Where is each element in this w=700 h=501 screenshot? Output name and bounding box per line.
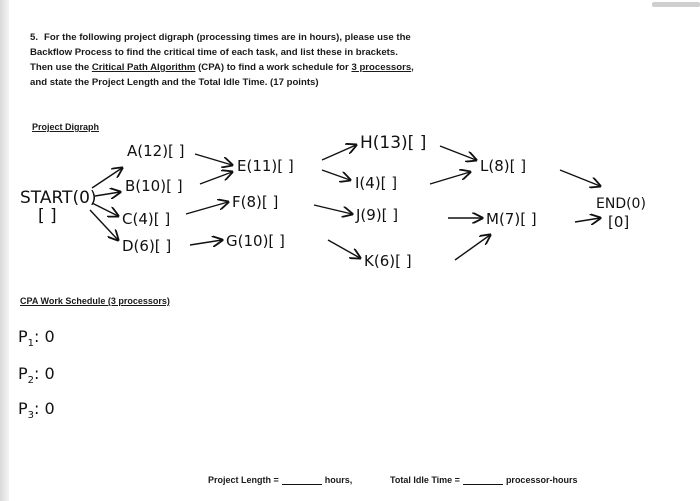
processor-count: 3 processors: [351, 62, 412, 73]
project-length-label: Project Length =: [208, 475, 279, 485]
node-a: A(12)[ ]: [127, 142, 185, 160]
total-idle-line: [390, 475, 577, 485]
processor-2-row: $P_2$: 0: [18, 364, 55, 387]
arrow-d-g: [190, 240, 222, 245]
arrow-h-l: [440, 146, 476, 160]
node-i: I(4)[ ]: [355, 174, 398, 192]
arrow-f-j: [314, 205, 352, 214]
question-number: 5.: [30, 32, 39, 43]
node-e: E(11)[ ]: [237, 157, 294, 175]
node-start: START(0): [20, 188, 97, 208]
project-length-blank: [282, 475, 322, 485]
arrow-m-end: [575, 218, 600, 222]
node-l: L(8)[ ]: [480, 157, 527, 175]
arrow-i-l: [430, 172, 470, 184]
node-c: C(4)[ ]: [122, 210, 171, 228]
arrow-k-m: [455, 235, 490, 260]
cpa-schedule-label: CPA Work Schedule (3 processors): [20, 296, 170, 306]
node-f: F(8)[ ]: [232, 193, 279, 211]
node-end: END(0): [596, 196, 646, 212]
project-length-unit: hours,: [324, 475, 353, 485]
node-h: H(13)[ ]: [360, 133, 427, 153]
arrow-start-a: [92, 168, 122, 188]
node-d: D(6)[ ]: [122, 237, 172, 255]
total-idle-blank: [463, 475, 503, 485]
arrow-e-i: [322, 170, 350, 180]
total-idle-unit: processor-hours: [505, 475, 578, 485]
total-idle-label: Total Idle Time =: [390, 475, 460, 485]
question-line-2: Backflow Process to find the critical time of each task, and list these in brackets.: [30, 47, 398, 58]
question-line-4: and state the Project Length and the Total Idle Time. (17 points): [30, 77, 319, 88]
processor-1-schedule: : 0: [34, 327, 55, 346]
processor-2-schedule: : 0: [34, 364, 55, 383]
arrow-a-e: [195, 154, 232, 165]
node-j: J(9)[ ]: [356, 206, 399, 224]
processor-1-row: $P_1$: 0: [18, 327, 55, 350]
arrow-b-e: [200, 172, 232, 184]
node-end-bracket: [0]: [608, 213, 630, 231]
arrow-start-b: [95, 192, 120, 196]
processor-3-row: $P_3$: 0: [18, 399, 55, 422]
arrow-g-k: [328, 240, 360, 258]
project-length-line: [208, 475, 352, 485]
arrow-l-end: [560, 170, 600, 186]
processor-3-schedule: : 0: [34, 399, 55, 418]
cpa-term: Critical Path Algorithm: [91, 62, 196, 73]
node-k: K(6)[ ]: [364, 252, 412, 270]
node-start-bracket: [ ]: [38, 206, 57, 226]
arrow-e-h: [322, 145, 356, 160]
node-m: M(7)[ ]: [486, 210, 537, 228]
node-g: G(10)[ ]: [226, 232, 285, 250]
node-b: B(10)[ ]: [125, 177, 183, 195]
arrow-c-f: [186, 202, 228, 214]
question-line-1: For the following project digraph (processing times are in hours), please use the: [44, 32, 411, 43]
question-line-3: Then use the Critical Path Algorithm (CPA) to find a work schedule for 3 processors,: [30, 62, 414, 73]
project-digraph-label: Project Digraph: [32, 122, 100, 132]
